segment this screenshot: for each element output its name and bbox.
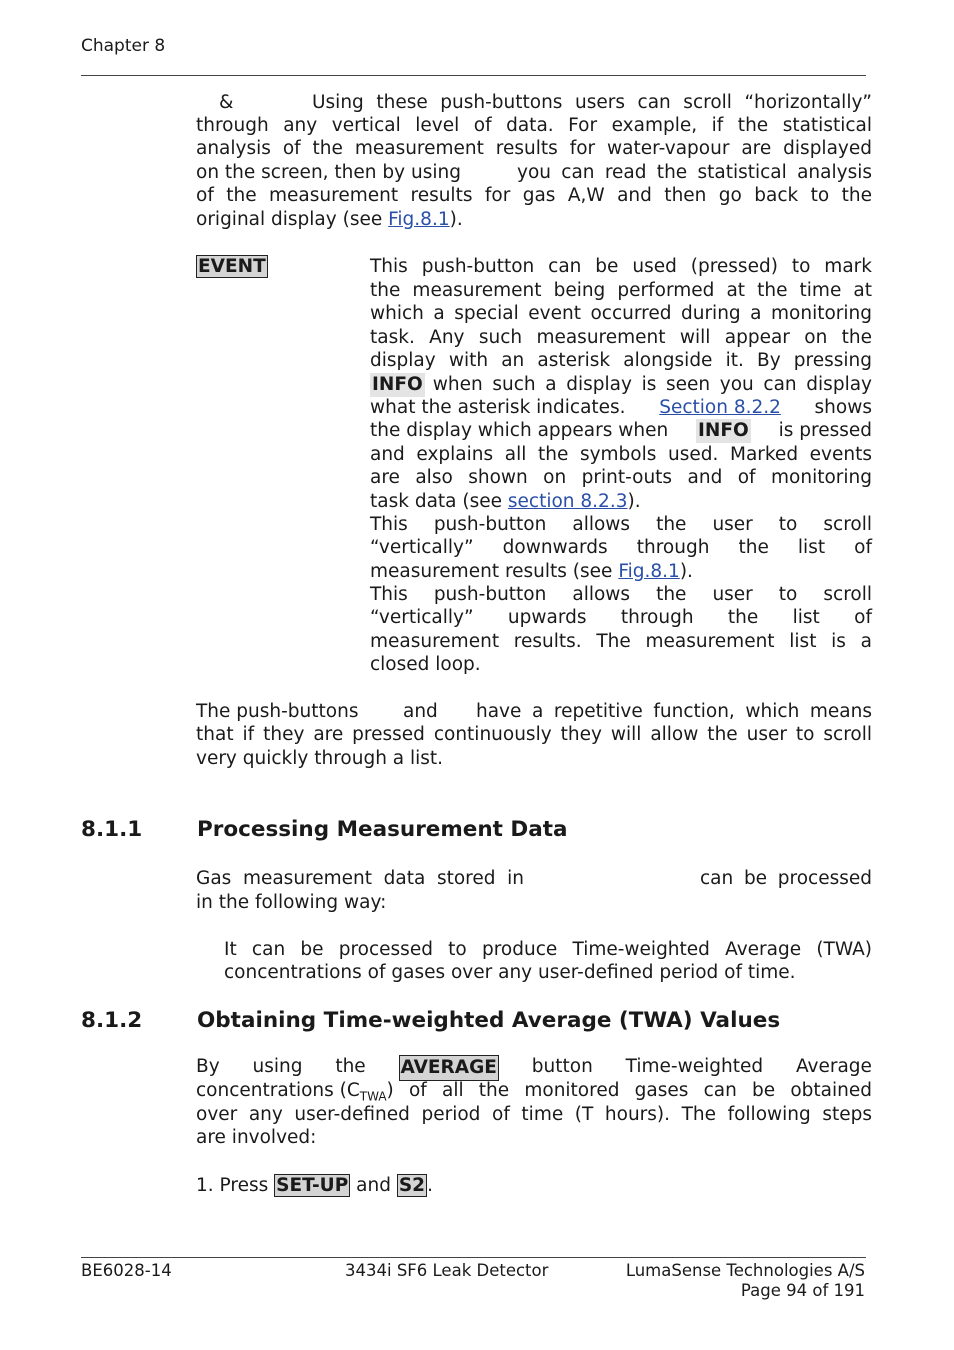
s811-line-1b: can be processed <box>700 868 872 889</box>
repetitive-line-2: that if they are pressed continuously they will allow the user to scroll <box>196 724 872 745</box>
section-812-title: Obtaining Time-weighted Average (TWA) Values <box>197 1008 781 1033</box>
s812-line-2-rest: ) of all the monitored gases can be obtained <box>386 1080 872 1101</box>
down-line-3-text: measurement results (see <box>370 561 613 582</box>
event-line-2: the measurement being performed at the time at <box>370 280 872 301</box>
up-line-2: “vertically” upwards through the list of <box>370 607 872 628</box>
event-line-7 <box>370 396 872 420</box>
event-button-label <box>196 255 268 279</box>
s811-bullet-line-2: concentrations of gases over any user-defined period of time. <box>224 962 796 983</box>
s812-line-3: over any user-defined period of time (T hours). The following steps <box>196 1104 872 1125</box>
chapter-label: Chapter 8 <box>81 36 166 56</box>
scroll-h-line-2: through any vertical level of data. For example, if the statistical <box>196 115 872 136</box>
info-keyword: INFO <box>372 374 423 395</box>
footer-rule <box>81 1257 866 1258</box>
event-line-4: task. Any such measurement will appear on the <box>370 327 872 348</box>
average-button: AVERAGE <box>399 1055 499 1081</box>
s812-word-time-weighted: Time-weighted <box>625 1056 764 1077</box>
scroll-h-line-3: analysis of the measurement results for water-vapour are displayed <box>196 138 872 159</box>
scroll-h-line-4b: you can read the statistical analysis <box>517 162 872 183</box>
repetitive-line-1b: and <box>403 701 438 722</box>
s812-concentrations-c: concentrations (C <box>196 1080 360 1101</box>
s812-line-1 <box>196 1055 872 1081</box>
scroll-h-line-6-end: ). <box>449 209 463 230</box>
s811-line-1a: Gas measurement data stored in <box>196 868 524 889</box>
scroll-h-line-6-text: original display (see <box>196 209 383 230</box>
s812-word-using: using <box>252 1056 303 1077</box>
repetitive-line-1c: have a repetitive function, which means <box>476 701 872 722</box>
down-line-1: This push-button allows the user to scroll <box>370 514 872 535</box>
up-line-4: closed loop. <box>370 654 481 675</box>
step-1 <box>196 1174 433 1198</box>
s812-word-the: the <box>335 1056 366 1077</box>
event-line-3: which a special event occurred during a monitoring <box>370 303 872 324</box>
event-line-7-text: what the asterisk indicates. <box>370 397 626 418</box>
event-line-8-end: is pressed <box>778 420 872 441</box>
fig-8-1-link[interactable]: Fig.8.1 <box>388 209 450 230</box>
step-1-and: and <box>356 1175 391 1196</box>
footer-product: 3434i SF6 Leak Detector <box>345 1261 549 1280</box>
s2-button: S2 <box>398 1175 426 1196</box>
down-line-3-end: ). <box>679 561 693 582</box>
repetitive-line-1a: The push-buttons <box>196 701 359 722</box>
repetitive-line-3: very quickly through a list. <box>196 748 444 769</box>
up-line-3: measurement results. The measurement list is a <box>370 631 872 652</box>
footer-doc-id: BE6028-14 <box>81 1261 172 1280</box>
step-1-end: . <box>427 1175 433 1196</box>
info-keyword-2: INFO <box>698 420 749 441</box>
down-line-3 <box>370 560 693 584</box>
ampersand: & <box>219 92 234 113</box>
section-8-2-2-link[interactable]: Section 8.2.2 <box>659 397 781 418</box>
s812-line-4: are involved: <box>196 1127 317 1148</box>
event-line-6-rest: when such a display is seen you can display <box>432 374 872 395</box>
event-line-11-text: task data (see <box>370 491 502 512</box>
twa-subscript: TWA <box>359 1089 387 1104</box>
event-line-7-end: shows <box>814 397 872 418</box>
down-line-2: “vertically” downwards through the list of <box>370 537 872 558</box>
s811-bullet-line-1: It can be processed to produce Time-weighted Average (TWA) <box>224 939 872 960</box>
scroll-h-line-5: of the measurement results for gas A,W and then go back to the <box>196 185 872 206</box>
scroll-h-line-4a: on the screen, then by using <box>196 162 461 183</box>
section-811-title: Processing Measurement Data <box>197 817 568 842</box>
event-line-11-end: ). <box>627 491 641 512</box>
header-rule <box>81 75 866 76</box>
footer-company: LumaSense Technologies A/S <box>625 1261 865 1280</box>
section-812-number: 8.1.2 <box>81 1008 143 1033</box>
setup-button: SET-UP <box>276 1175 349 1196</box>
step-1-press: Press <box>219 1175 269 1196</box>
fig-8-1-link-2[interactable]: Fig.8.1 <box>618 561 680 582</box>
event-line-9: and explains all the symbols used. Marked events <box>370 444 872 465</box>
event-line-11 <box>370 490 641 514</box>
event-line-1: This push-button can be used (pressed) to mark <box>370 256 872 277</box>
event-line-10: are also shown on print-outs and of monitoring <box>370 467 872 488</box>
step-1-number: 1. <box>196 1175 214 1196</box>
s811-line-2: in the following way: <box>196 892 387 913</box>
section-811-number: 8.1.1 <box>81 817 143 842</box>
s812-word-button: button <box>531 1056 593 1077</box>
event-button: EVENT <box>198 256 266 277</box>
event-line-8 <box>370 419 872 443</box>
s812-word-average: Average <box>795 1056 872 1077</box>
event-line-5: display with an asterisk alongside it. By pressing <box>370 350 872 371</box>
section-8-2-3-link[interactable]: section 8.2.3 <box>507 491 628 512</box>
scroll-h-line-1: Using these push-buttons users can scroll “horizontally” <box>312 92 872 113</box>
s812-word-by: By <box>196 1056 220 1077</box>
footer-page: Page 94 of 191 <box>740 1281 865 1300</box>
scroll-h-line-6 <box>196 208 463 232</box>
up-line-1: This push-button allows the user to scroll <box>370 584 872 605</box>
event-line-8-text: the display which appears when <box>370 420 669 441</box>
event-line-6 <box>370 373 872 397</box>
